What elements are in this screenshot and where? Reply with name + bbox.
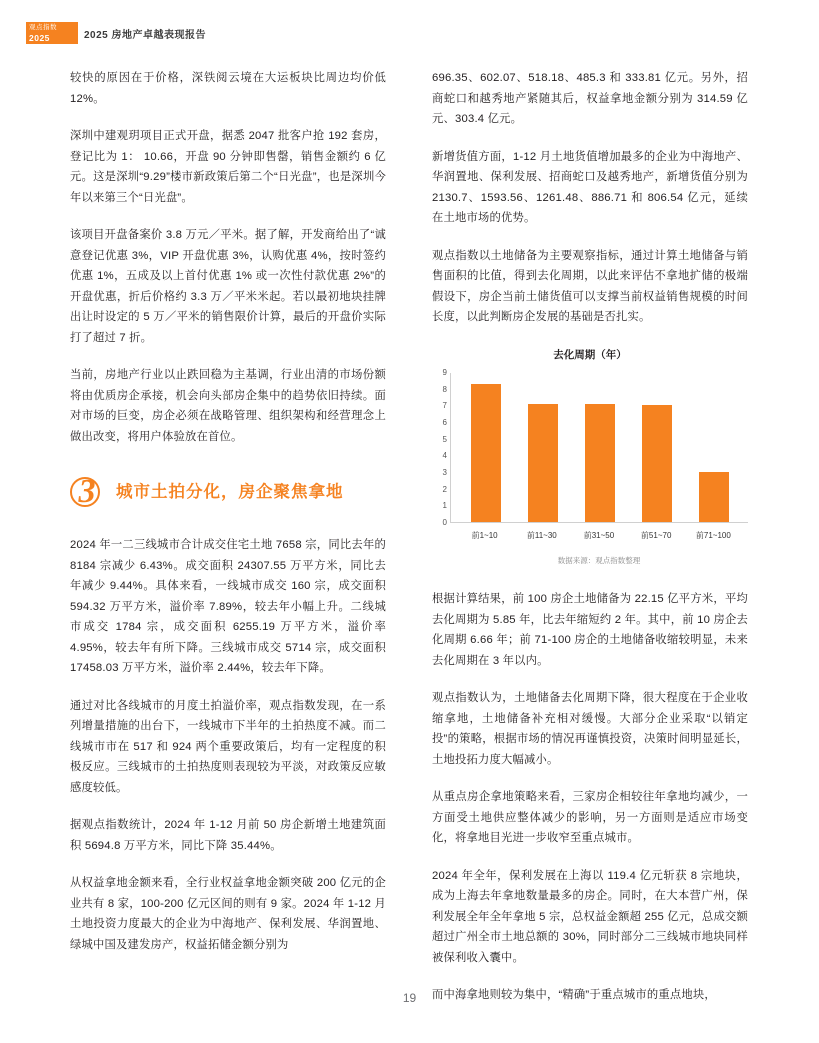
chart-y-axis: [435, 367, 449, 527]
bar-slot: [463, 372, 509, 522]
x-tick: 前11~30: [526, 531, 557, 540]
logo-line-1: 观点指数: [29, 24, 57, 31]
left-column: [70, 68, 386, 972]
y-tick: 1: [442, 501, 447, 511]
paragraph: 深圳中建观玥项目正式开盘，据悉 2047 批客户抢 192 套房，登记比为 1： 10.66，开盘 90 分钟即售罄，销售金额约 6 亿元。这是深圳“9.29”楼市新政策后第二个“日光盘”，也是深圳今年以来第三个“日光盘”。: [70, 130, 386, 204]
section-number: 3: [70, 475, 104, 509]
bar-slot: [634, 372, 680, 522]
paragraph: 2024 年一二三线城市合计成交住宅土地 7658 宗，同比去年的 8184 宗减少 6.43%。成交面积 24307.55 万平方米，同比去年减少 9.44%。具体来看，一线城市成交 160 宗，成交面积 594.32 万平方米，溢价率 7.89%，较去年小幅上升。二线城市成交 1784 宗，成交面积 6255.19 万平方米，溢价率 4.95%，较去年有所下降。三线城市成交 5714 宗，成交面积 17458.03 万平方米，溢价率 2.44%，较去年下降。: [70, 539, 386, 674]
paragraph: 新增货值方面，1-12 月土地货值增加最多的企业为中海地产、华润置地、保利发展、招商蛇口及越秀地产，新增货值分别为 2130.7、1593.56、1261.48、886.71 和 806.54 亿元，延续在土地市场的优势。: [432, 150, 748, 224]
paragraph: 较快的原因在于价格，深铁阅云境在大运板块比周边均价低 12%。: [70, 72, 386, 105]
logo-line-2: 2025: [29, 33, 50, 43]
chart-plot-area: [442, 367, 748, 527]
bar: [699, 472, 729, 522]
y-tick: 4: [442, 451, 447, 461]
paragraph: 据观点指数统计，2024 年 1-12 月前 50 房企新增土地建筑面积 5694.8 万平方米，同比下降 35.44%。: [70, 819, 386, 852]
bar: [528, 404, 558, 522]
y-tick: 3: [442, 467, 447, 477]
paragraph: 该项目开盘备案价 3.8 万元／平米。据了解，开发商给出了“诚意登记优惠 3%，VIP 开盘优惠 3%，认购优惠 4%，按时签约优惠 1%，五成及以上首付优惠 1% 或一次性付款优惠 2%”的开盘优惠，折后价格约 3.3 万／平米米起。若以最初地块挂牌出让时设定的 5 万／平米的销售限价计算，最后的开盘价实际打了超过 7 折。: [70, 229, 386, 344]
chart-bar-absorption-cycle: [432, 345, 748, 572]
y-tick: 6: [442, 417, 447, 427]
bar: [585, 404, 615, 522]
report-title: 2025 房地产卓越表现报告: [84, 29, 207, 41]
right-column: [432, 68, 748, 1023]
paragraph: 从重点房企拿地策略来看，三家房企相较往年拿地均减少，一方面受土地供应整体减少的影响，另一方面则是适应市场变化，将拿地目光进一步收窄至重点城市。: [432, 791, 748, 844]
bar: [642, 405, 672, 522]
y-tick: 5: [442, 434, 447, 444]
paragraph: 当前，房地产行业以止跌回稳为主基调，行业出清的市场份额将由优质房企承接，机会向头部房企集中的趋势依旧持续。面对市场的巨变，房企必须在战略管理、组织架构和经营理念上做出改变，将用户体验放在首位。: [70, 369, 386, 443]
x-tick: 前31~50: [583, 531, 615, 540]
paragraph: 2024 年全年，保利发展在上海以 119.4 亿元斩获 8 宗地块，成为上海去年拿地数量最多的房企。同时，在大本营广州，保利发展全年全年拿地 5 宗，总权益金额超 255 亿元，总成交额超过广州全市土地总额的 30%，同时部分二三线城市地块同样被保利收入囊中。: [432, 869, 748, 964]
y-tick: 9: [442, 367, 447, 377]
y-tick: 2: [442, 484, 447, 494]
y-tick: 7: [442, 401, 447, 411]
section-heading: [70, 475, 386, 509]
y-tick: 0: [442, 517, 447, 527]
paragraph: 观点指数认为，土地储备去化周期下降，很大程度在于企业收缩拿地，土地储备补充相对缓慢。大部分企业采取“以销定投”的策略，根据市场的情况再谨慎投资，决策时间明显延长，土地投拓力度大幅减小。: [432, 692, 748, 766]
chart-title: 去化周期（年）: [553, 348, 627, 361]
x-tick: 前1~10: [471, 531, 498, 540]
paragraph: 696.35、602.07、518.18、485.3 和 333.81 亿元。另外，招商蛇口和越秀地产紧随其后，权益拿地金额分别为 314.59 亿元、303.4 亿元。: [432, 72, 748, 125]
paragraph: 根据计算结果，前 100 房企土地储备为 22.15 亿平方米，平均去化周期为 5.85 年，比去年缩短约 2 年。其中，前 10 房企去化周期 6.66 年；前 71-100 房企的土地储备收缩较明显，未来去化周期在 3 年以内。: [432, 593, 748, 667]
paragraph: 观点指数以土地储备为主要观察指标，通过计算土地储备与销售面积的比值，得到去化周期，以此来评估不拿地扩储的极端假设下，房企当前土储货值可以支撑当前权益销售规模的时间长度，以此判断房企发展的基础是否扎实。: [432, 249, 748, 323]
bar-slot: [691, 372, 737, 522]
chart-source: 数据来源：观点指数整理: [557, 555, 641, 565]
chart-bars: [451, 372, 748, 522]
bar-slot: [577, 372, 623, 522]
section-title: 城市土拍分化，房企聚焦拿地: [116, 482, 344, 501]
y-tick: 8: [442, 384, 447, 394]
report-logo: [26, 22, 78, 44]
x-tick: 前51~70: [640, 531, 672, 540]
paragraph: 而中海拿地则较为集中，“精确”于重点城市的重点地块，: [432, 989, 716, 1001]
paragraph: 通过对比各线城市的月度土拍溢价率，观点指数发现，在一系列增量措施的出台下，一线城市下半年的土拍热度不减。而二线城市市在 517 和 924 两个重要政策后，均有一定程度的积极反应。三线城市的土拍热度则表现较为平淡，对政策反应敏感度较低。: [70, 699, 386, 794]
paragraph: 从权益拿地金额来看，全行业权益拿地金额突破 200 亿元的企业共有 8 家，100-200 亿元区间的则有 9 家。2024 年 1-12 月土地投资力度最大的企业为中海地产、保利发展、华润置地、绿城中国及建发房产，权益拓储金额分别为: [70, 877, 386, 951]
page-header: [26, 22, 206, 44]
bar-slot: [520, 372, 566, 522]
bar: [471, 384, 501, 522]
chart-x-axis: [450, 523, 748, 547]
x-tick: 前71~100: [695, 531, 731, 540]
page-number: 19: [402, 991, 417, 1005]
